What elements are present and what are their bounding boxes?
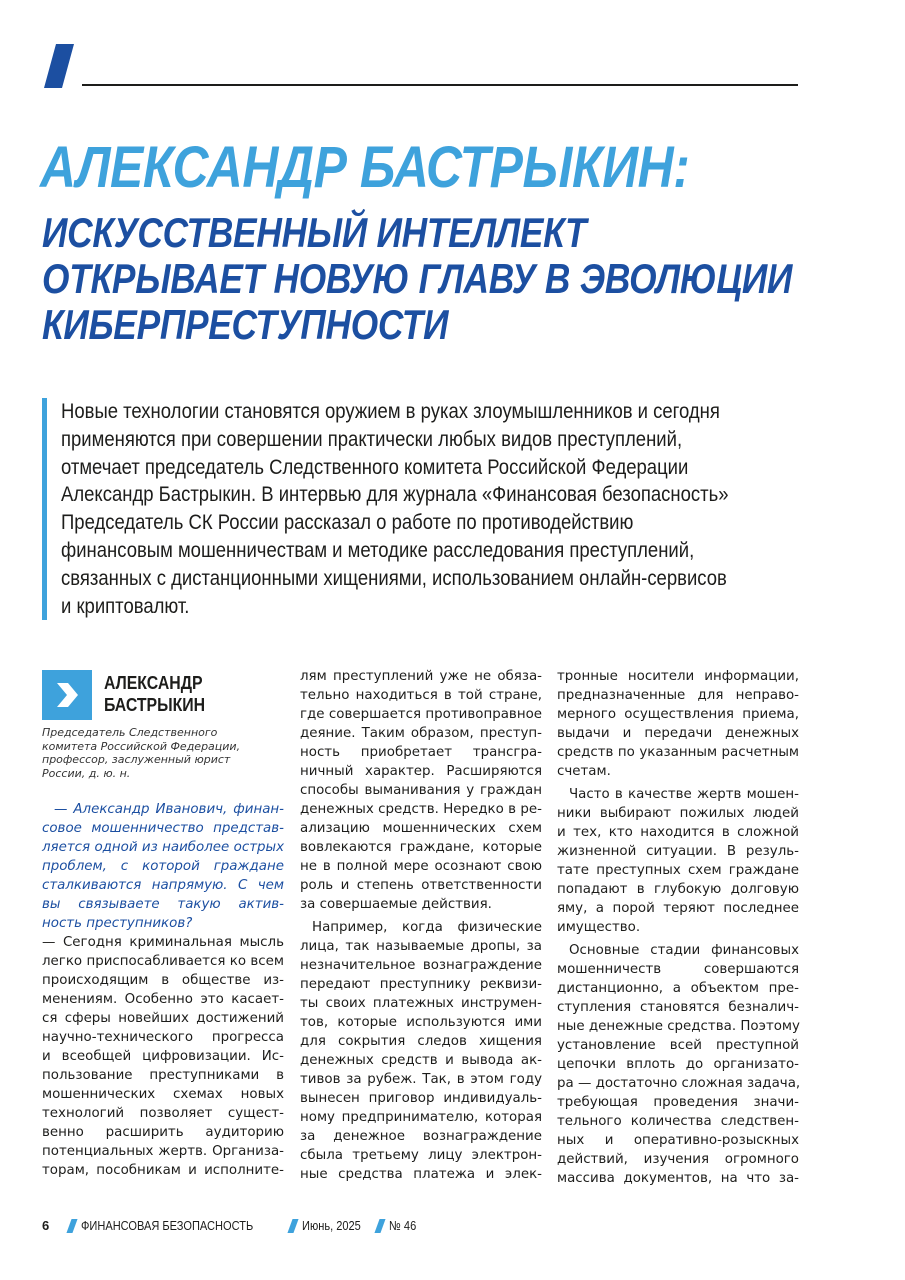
text-line: потенциальных жертв. Организа- [42, 1144, 284, 1159]
text-line: венно расширить аудиторию [42, 1125, 284, 1140]
article-column-3 [557, 667, 799, 1188]
paragraph [300, 667, 542, 914]
text-line: вовлекаются граждане, которые [300, 840, 542, 855]
text-line: тов, которые используются ими [300, 1015, 542, 1030]
text-line: денежных средств и вывода ак- [300, 1053, 542, 1068]
lead-paragraph [42, 398, 821, 620]
author-role [42, 726, 282, 780]
text-line: лям преступлений уже не обяза- [300, 669, 542, 684]
text-line: сбыла третьему лицу электрон- [300, 1148, 542, 1163]
text-line: и всеобщей цифровизации. Ис- [42, 1049, 284, 1064]
text-line: мошеннических схемах новых [42, 1087, 284, 1102]
text-line: ники выбирают пожилых людей [557, 806, 799, 821]
lead-line: Александр Бастрыкин. В интервью для журнала «Финансовая безопасность» [61, 482, 729, 507]
magazine-title: ФИНАНСОВАЯ БЕЗОПАСНОСТЬ [81, 1218, 254, 1233]
text-line: Часто в качестве жертв мошен- [569, 787, 799, 802]
text-line: выдачи и передачи денежных [557, 726, 799, 741]
headline-subtitle [42, 210, 792, 348]
text-line: — Александр Иванович, финан- [54, 802, 284, 817]
text-line: проблем, с которой граждане [42, 859, 284, 874]
text-line: ные денежные средства. Поэтому [557, 1019, 800, 1034]
text-line: торам, пособникам и исполните- [42, 1163, 284, 1178]
headline-name: АЛЕКСАНДР БАСТРЫКИН: [40, 135, 690, 200]
text-line: лица, так называемые дропы, за [300, 939, 542, 954]
lead-line: Председатель СК России рассказал о работе по противодействию [61, 510, 634, 535]
text-line: имущество. [557, 920, 641, 935]
text-line: где совершается противоправное [300, 707, 542, 722]
text-line: и тех, кто находится в сложной [557, 825, 799, 840]
text-line: технологий позволяет сущест- [42, 1106, 284, 1121]
lead-line: финансовым мошенничествам и методике расследования преступлений, [61, 537, 695, 562]
text-line: за совершаемые действия. [300, 897, 492, 912]
slash-separator-icon [287, 1219, 298, 1233]
text-line: мошенничеств совершаются [557, 962, 799, 977]
chevron-right-icon [42, 670, 92, 720]
text-line: не в полной мере осознают свою [300, 859, 542, 874]
text-line: легко приспосабливается ко всем [42, 954, 284, 969]
paragraph [557, 785, 799, 937]
lead-line: применяются при совершении практически любых видов преступлений, [61, 426, 683, 451]
text-line: тельно находиться в той стране, [300, 688, 542, 703]
text-line: происходящим в обществе из- [42, 973, 284, 988]
paragraph [300, 918, 542, 1184]
text-line: действий, изучения огромного [557, 1152, 799, 1167]
text-line: попадают в глубокую долговую [557, 882, 799, 897]
text-line: ные средства платежа и элек- [300, 1167, 542, 1182]
headline-subtitle-line: КИБЕРПРЕСТУПНОСТИ [42, 301, 449, 348]
article-column-1 [42, 800, 284, 1180]
text-line: средств по указанным расчетным [557, 745, 799, 760]
text-line: совое мошенничество представ- [42, 821, 284, 836]
author-role-line: комитета Российской Федерации, [42, 739, 241, 753]
text-line: массива документов, на что за- [557, 1171, 799, 1186]
text-line: способы выманивания у граждан [300, 783, 542, 798]
text-line: мерного осуществления приема, [557, 707, 799, 722]
text-line: счетам. [557, 764, 611, 779]
slash-separator-icon [67, 1219, 78, 1233]
text-line: передают преступнику реквизи- [300, 977, 542, 992]
issue-date: Июнь, 2025 [301, 1218, 361, 1233]
lead-line: связанных с дистанционными хищениями, использованием онлайн-сервисов [61, 565, 727, 590]
text-line: незначительное вознаграждение [300, 958, 542, 973]
text-line: — Сегодня криминальная мысль [42, 935, 284, 950]
text-line: цепочки вплоть до организато- [557, 1057, 799, 1072]
text-line: менениям. Особенно это касает- [42, 992, 284, 1007]
interview-question [42, 800, 284, 933]
text-line: предназначенные для неправо- [557, 688, 799, 703]
author-name-line: БАСТРЫКИН [104, 695, 206, 715]
author-role-line: Председатель Следственного [42, 726, 218, 739]
text-line: вынесен приговор индивидуаль- [300, 1091, 542, 1106]
text-line: ному предпринимателю, которая [300, 1110, 542, 1125]
text-line: ляется одной из наиболее острых [42, 840, 284, 855]
text-line: дистанционно, а объектом пре- [557, 981, 799, 996]
page-number: 6 [42, 1218, 50, 1233]
text-line: ных и оперативно-розыскных [557, 1133, 799, 1148]
text-line: пользование преступниками в [42, 1068, 284, 1083]
text-line: жизненной ситуации. В резуль- [557, 844, 799, 859]
text-line: ся сферы новейших достижений [42, 1011, 284, 1026]
text-line: ра — достаточно сложная задача, [557, 1076, 801, 1091]
paragraph [557, 941, 799, 1188]
author-role-line: России, д. ю. н. [42, 766, 131, 780]
header-rule [82, 84, 798, 86]
text-line: ность приобретает трансгра- [300, 745, 542, 760]
author-role-line: профессор, заслуженный юрист [42, 753, 231, 766]
text-line: за денежное вознаграждение [300, 1129, 542, 1144]
decorative-slash-mark [44, 44, 74, 88]
paragraph [557, 667, 799, 781]
text-line: для сокрытия следов хищения [300, 1034, 542, 1049]
author-name [104, 672, 205, 716]
text-line: ность преступников? [42, 916, 193, 931]
issue-number: № 46 [389, 1218, 417, 1233]
text-line: тивов за рубеж. Так, в этом году [300, 1072, 542, 1087]
text-line: Например, когда физические [312, 920, 542, 935]
headline-subtitle-line: ИСКУССТВЕННЫЙ ИНТЕЛЛЕКТ [42, 209, 587, 256]
text-line: ничный характер. Расширяются [300, 764, 542, 779]
text-line: ализацию мошеннических схем [300, 821, 542, 836]
text-line: ты своих платежных инструмен- [300, 996, 542, 1011]
text-line: научно-технического прогресса [42, 1030, 284, 1045]
author-name-line: АЛЕКСАНДР [104, 673, 203, 693]
lead-line: отмечает председатель Следственного комитета Российской Федерации [61, 454, 689, 479]
text-line: тате преступных схем граждане [557, 863, 799, 878]
text-line: требующая проведения значи- [557, 1095, 799, 1110]
article-column-2 [300, 667, 542, 1184]
slash-separator-icon [374, 1219, 385, 1233]
text-line: деяние. Таким образом, преступ- [300, 726, 542, 741]
text-line: тельного количества следствен- [557, 1114, 799, 1129]
text-line: денежных средств. Нередко в ре- [300, 802, 542, 817]
interview-answer [42, 933, 284, 1180]
text-line: установление всей преступной [557, 1038, 799, 1053]
text-line: Основные стадии финансовых [569, 943, 799, 958]
lead-line: Новые технологии становятся оружием в руках злоумышленников и сегодня [61, 399, 720, 423]
text-line: тронные носители информации, [557, 669, 799, 684]
headline-subtitle-line: ОТКРЫВАЕТ НОВУЮ ГЛАВУ В ЭВОЛЮЦИИ [42, 255, 793, 302]
text-line: вы связываете такую актив- [42, 897, 284, 912]
text-line: ступления становятся безналич- [557, 1000, 799, 1015]
page-footer [42, 1218, 421, 1234]
text-line: яму, а порой теряют последнее [557, 901, 799, 916]
lead-text [61, 398, 809, 620]
author-badge [42, 670, 92, 720]
text-line: роль и степень ответственности [300, 878, 542, 893]
text-line: сталкиваются напрямую. С чем [42, 878, 284, 893]
lead-line: и криптовалют. [61, 593, 190, 618]
